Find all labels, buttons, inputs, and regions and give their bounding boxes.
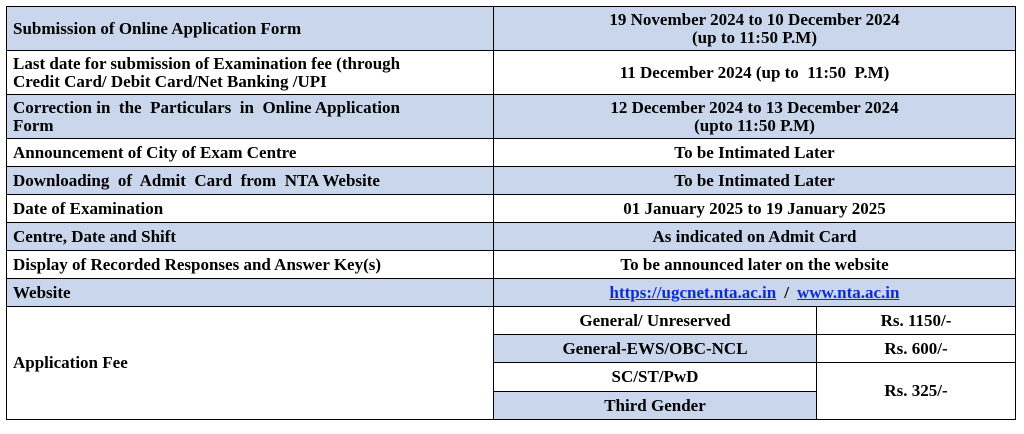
row-value: To be Intimated Later	[494, 167, 1016, 195]
row-label: Date of Examination	[7, 195, 494, 223]
label-line: Credit Card/ Debit Card/Net Banking /UPI	[13, 71, 327, 91]
table-row	[7, 7, 1016, 51]
row-label: Submission of Online Application Form	[7, 7, 494, 51]
row-value: As indicated on Admit Card	[494, 223, 1016, 251]
table-row	[7, 195, 1016, 223]
row-label: Announcement of City of Exam Centre	[7, 139, 494, 167]
value-line: 19 November 2024 to 10 December 2024	[609, 9, 900, 29]
table-row	[7, 95, 1016, 139]
label-line: Form	[13, 115, 54, 135]
label-line: Last date for submission of Examination fee (through	[13, 53, 401, 73]
row-value	[494, 95, 1016, 139]
table-row	[7, 167, 1016, 195]
application-fee-label: Application Fee	[7, 307, 494, 420]
website-label: Website	[7, 279, 494, 307]
row-label	[7, 51, 494, 95]
table-row	[7, 251, 1016, 279]
row-value: To be Intimated Later	[494, 139, 1016, 167]
fee-category: Third Gender	[494, 392, 817, 420]
fee-category: SC/ST/PwD	[494, 363, 817, 392]
link-separator: /	[784, 282, 789, 302]
fee-row	[7, 307, 1016, 335]
fee-category: General-EWS/OBC-NCL	[494, 335, 817, 363]
row-label: Centre, Date and Shift	[7, 223, 494, 251]
row-value	[494, 7, 1016, 51]
website-row	[7, 279, 1016, 307]
value-line: (upto 11:50 P.M)	[694, 115, 815, 135]
row-label: Display of Recorded Responses and Answer Key(s)	[7, 251, 494, 279]
fee-amount: Rs. 600/-	[817, 335, 1016, 363]
ugcnet-website-link[interactable]: https://ugcnet.nta.ac.in	[609, 282, 777, 302]
row-value: 01 January 2025 to 19 January 2025	[494, 195, 1016, 223]
row-value: To be announced later on the website	[494, 251, 1016, 279]
schedule-table-wrapper	[6, 6, 1016, 420]
row-value: 11 December 2024 (up to 11:50 P.M)	[494, 51, 1016, 95]
exam-schedule-table	[6, 6, 1016, 420]
label-line: Correction in the Particulars in Online Application	[13, 97, 400, 117]
value-line: 12 December 2024 to 13 December 2024	[610, 97, 899, 117]
table-row	[7, 51, 1016, 95]
fee-amount: Rs. 1150/-	[817, 307, 1016, 335]
table-row	[7, 223, 1016, 251]
website-value	[494, 279, 1016, 307]
fee-category: General/ Unreserved	[494, 307, 817, 335]
row-label: Downloading of Admit Card from NTA Website	[7, 167, 494, 195]
value-line: (up to 11:50 P.M)	[692, 27, 817, 47]
row-label	[7, 95, 494, 139]
nta-website-link[interactable]: www.nta.ac.in	[796, 282, 900, 302]
fee-amount: Rs. 325/-	[817, 363, 1016, 420]
table-row	[7, 139, 1016, 167]
